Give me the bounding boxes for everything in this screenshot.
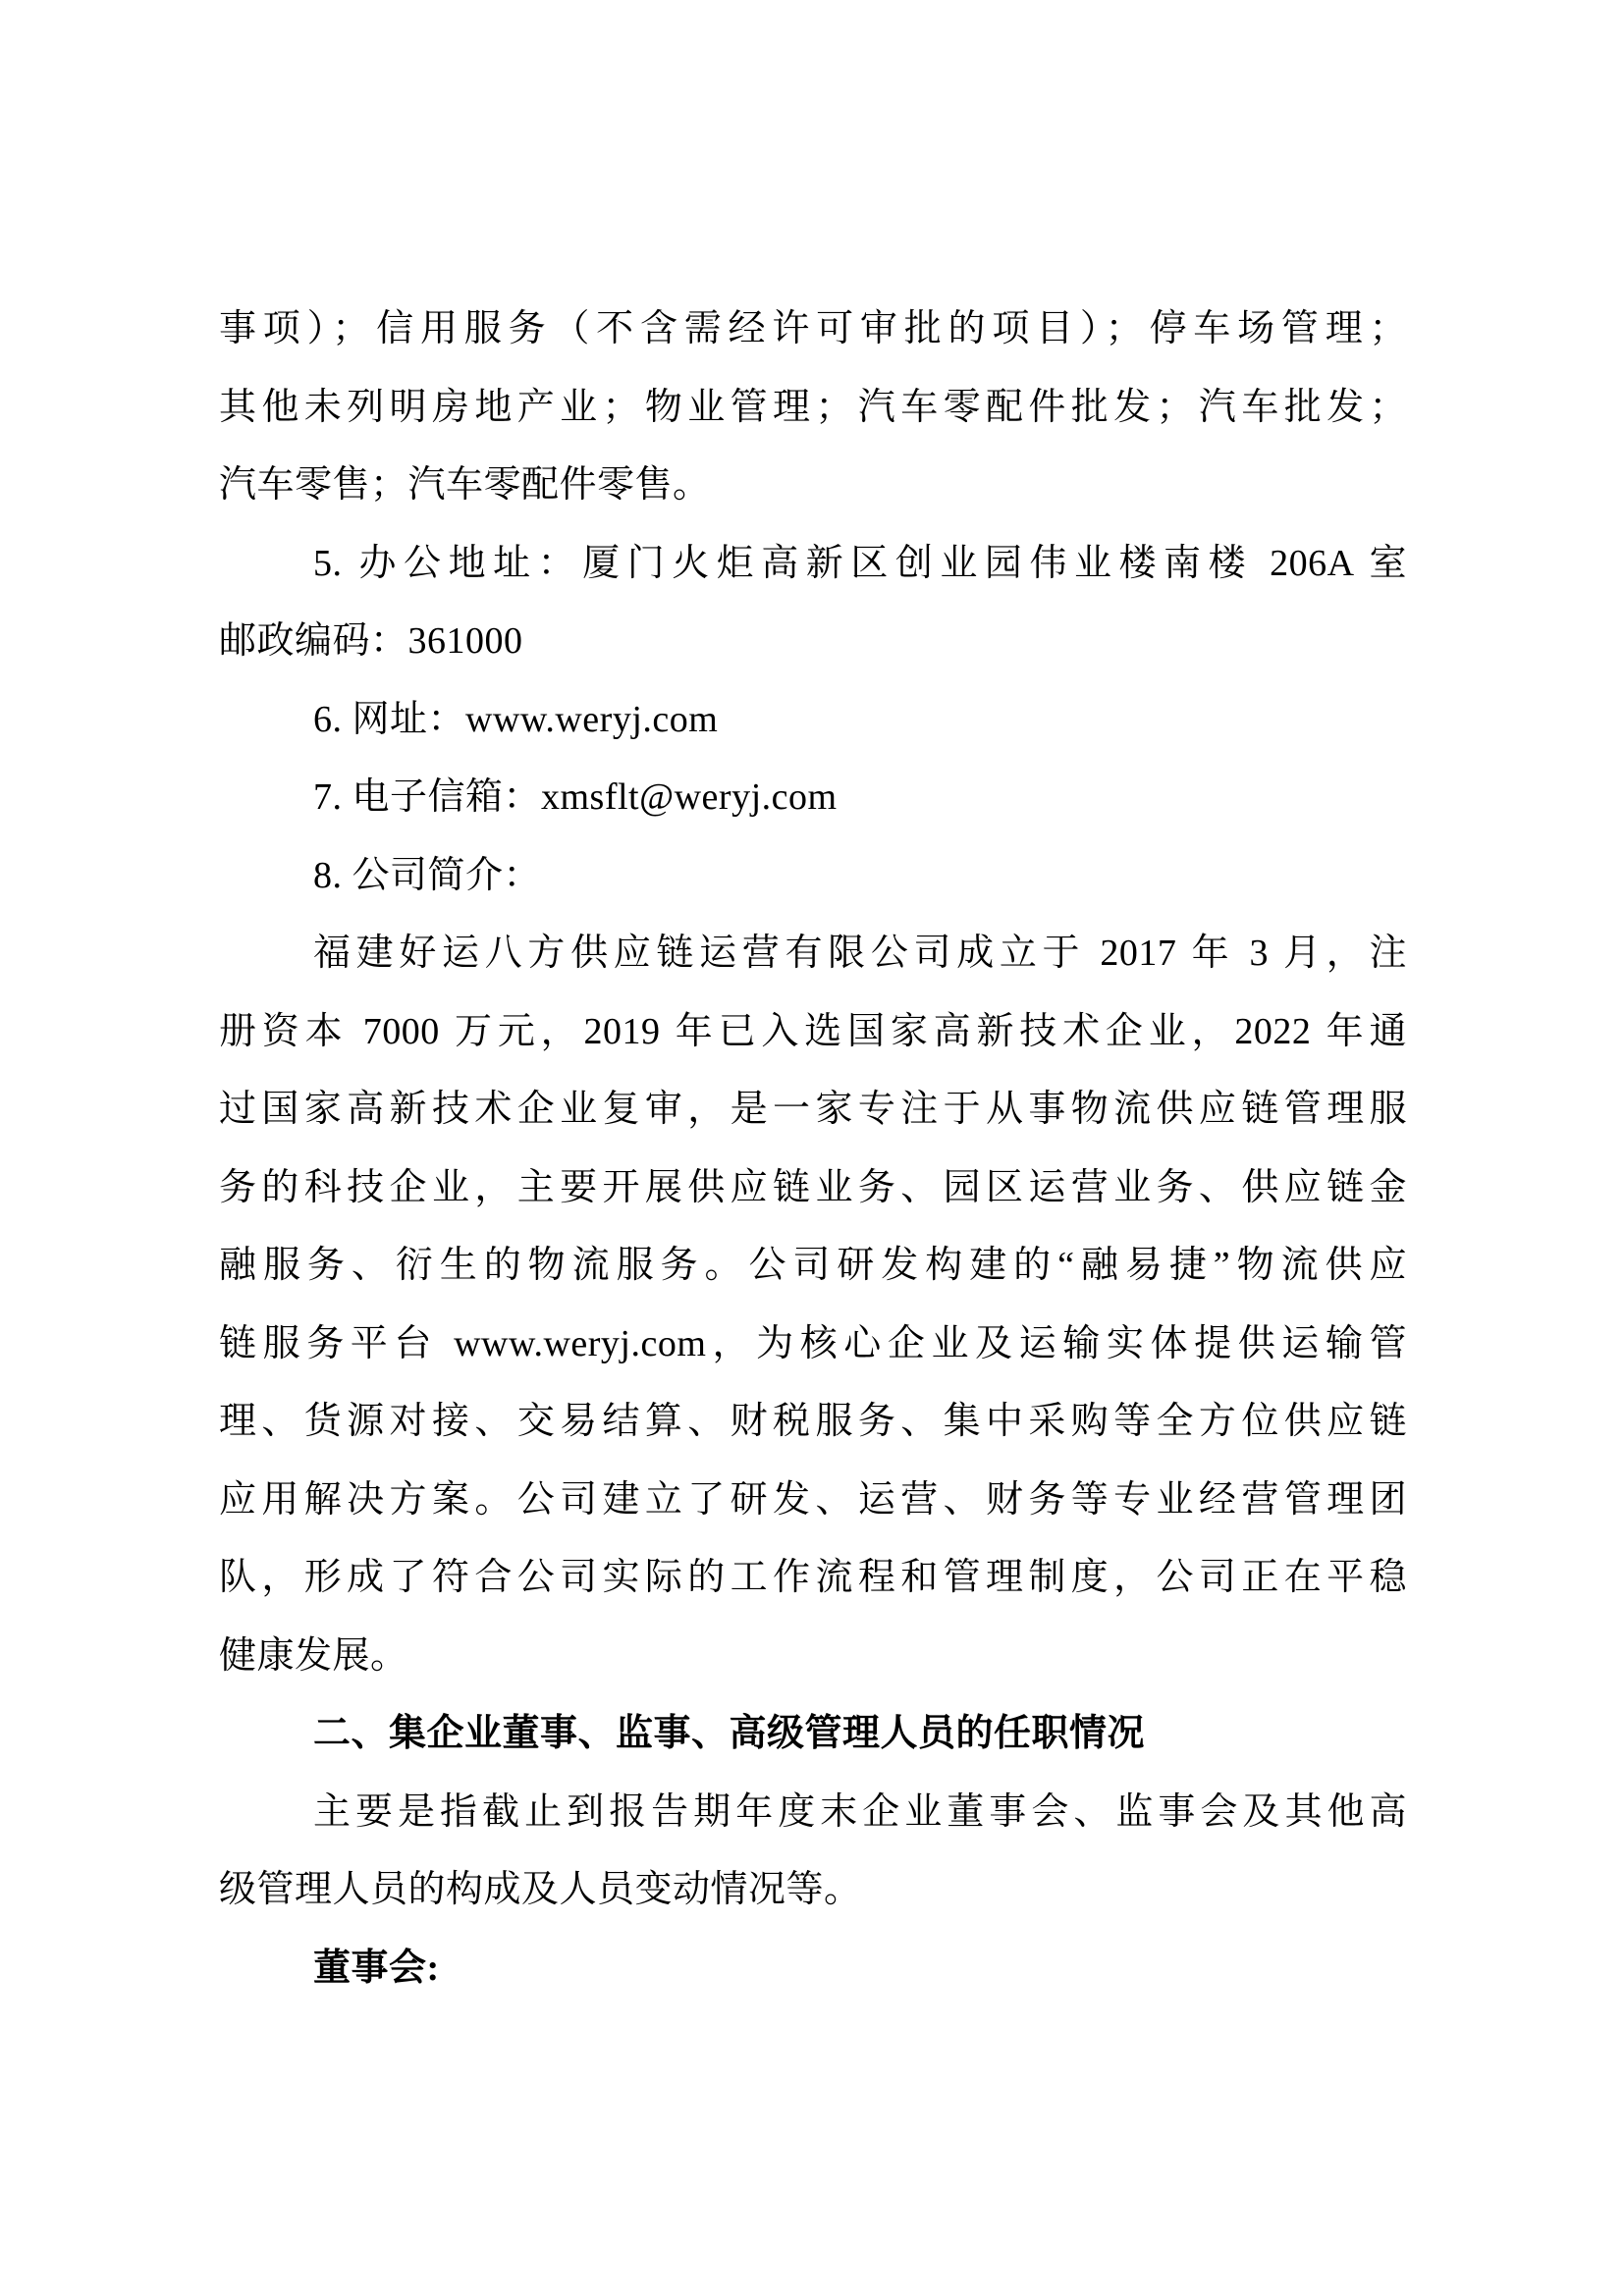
business-scope-line-2: 其他未列明房地产业；物业管理；汽车零配件批发；汽车批发； bbox=[219, 386, 1407, 428]
company-intro-line-8: 应用解决方案。公司建立了研发、运营、财务等专业经营管理团 bbox=[219, 1478, 1407, 1521]
document-text-block bbox=[219, 291, 1407, 2007]
item8-intro-label-line: 8. 公司简介： bbox=[313, 854, 542, 896]
company-intro-line-3: 过国家高新技术企业复审，是一家专注于从事物流供应链管理服 bbox=[219, 1089, 1407, 1130]
company-intro-line-5: 融服务、衍生的物流服务。公司研发构建的“融易捷”物流供应 bbox=[219, 1245, 1407, 1286]
company-intro-line-7: 理、货源对接、交易结算、财税服务、集中采购等全方位供应链 bbox=[219, 1401, 1407, 1442]
item6-website-line: 6. 网址：www.weryj.com bbox=[313, 698, 719, 740]
board-of-directors-label: 董事会: bbox=[313, 1947, 440, 1989]
item7-email-line: 7. 电子信箱：xmsflt@weryj.com bbox=[313, 776, 838, 818]
company-intro-line-9: 队，形成了符合公司实际的工作流程和管理制度，公司正在平稳 bbox=[219, 1557, 1407, 1598]
company-intro-line-4: 务的科技企业，主要开展供应链业务、园区运营业务、供应链金 bbox=[219, 1166, 1407, 1208]
section2-body-line-1: 主要是指截止到报告期年度末企业董事会、监事会及其他高 bbox=[313, 1790, 1407, 1833]
section2-heading: 二、集企业董事、监事、高级管理人员的任职情况 bbox=[313, 1713, 1146, 1754]
company-intro-line-2: 册资本 7000 万元，2019 年已入选国家高新技术企业，2022 年通 bbox=[219, 1010, 1407, 1052]
section2-body-line-2: 级管理人员的构成及人员变动情况等。 bbox=[219, 1869, 862, 1910]
company-intro-line-1: 福建好运八方供应链运营有限公司成立于 2017 年 3 月，注 bbox=[313, 933, 1407, 974]
company-intro-line-10: 健康发展。 bbox=[219, 1634, 408, 1677]
business-scope-line-1: 事项）；信用服务（不含需经许可审批的项目）；停车场管理； bbox=[219, 308, 1407, 349]
company-intro-line-6: 链服务平台 www.weryj.com，为核心企业及运输实体提供运输管 bbox=[219, 1322, 1407, 1364]
item5-office-address-line: 5. 办公地址：厦门火炬高新区创业园伟业楼南楼 206A 室 bbox=[313, 542, 1407, 584]
business-scope-line-3: 汽车零售；汽车零配件零售。 bbox=[219, 464, 711, 506]
item5-postal-code-line: 邮政编码：361000 bbox=[219, 620, 523, 662]
